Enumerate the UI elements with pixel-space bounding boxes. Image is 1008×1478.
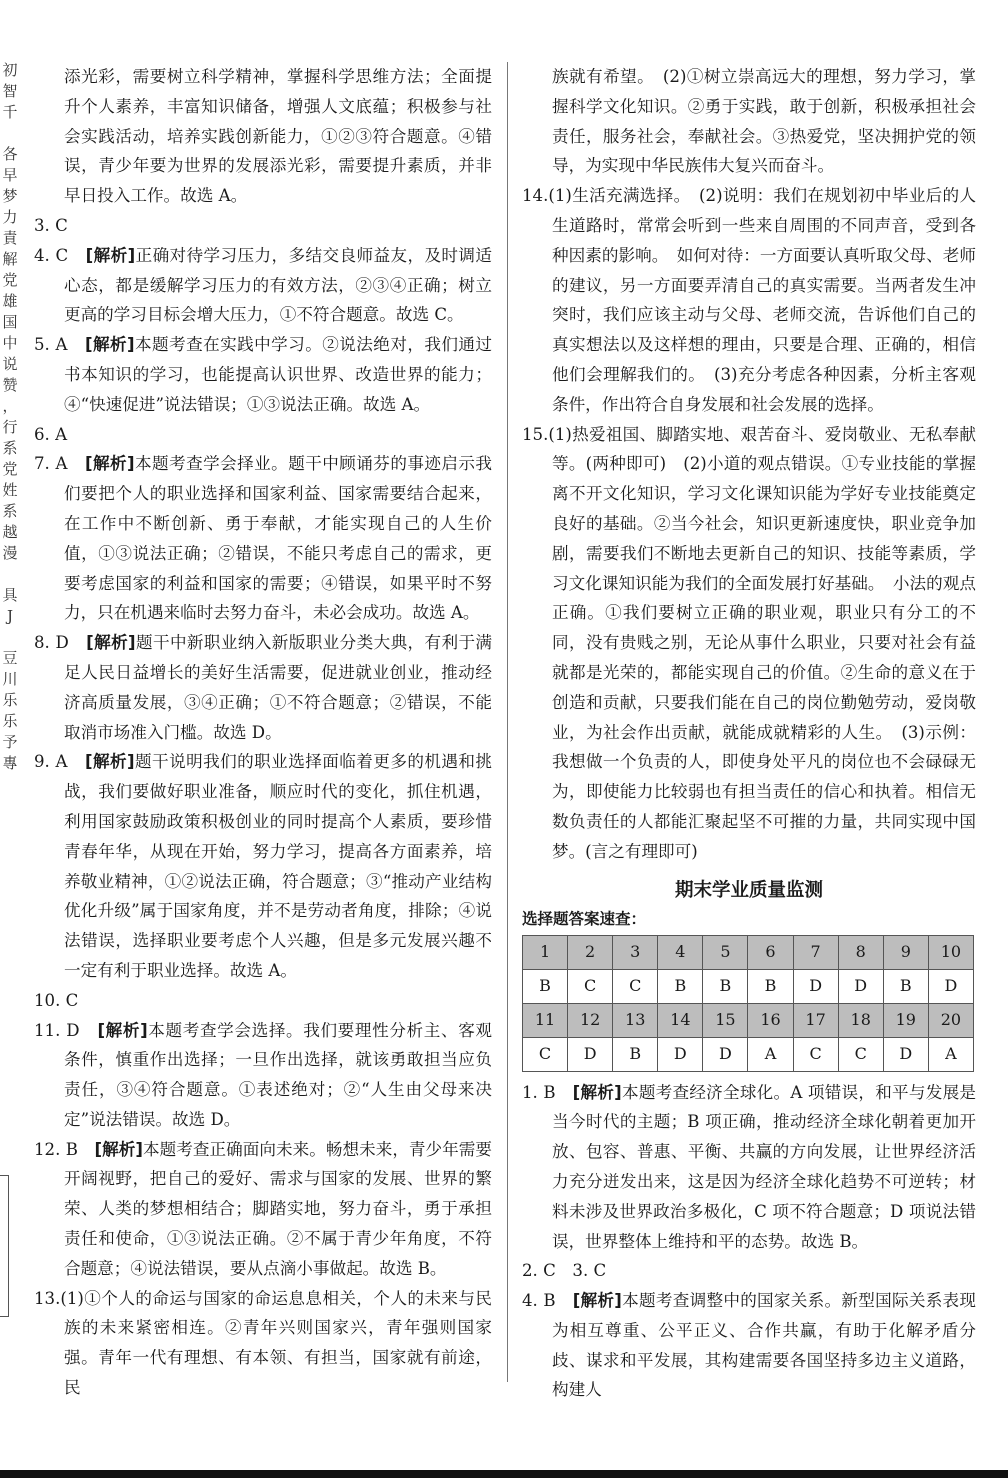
edge-char: 予 — [2, 733, 18, 751]
answer-number: 9. A — [34, 752, 68, 772]
table-cell: 6 — [748, 935, 793, 969]
bottom-edge-bar — [0, 1470, 1008, 1478]
answer-13 — [34, 1284, 492, 1403]
table-cell: B — [613, 1037, 658, 1071]
table-cell: 14 — [658, 1003, 703, 1037]
analysis-tag: [解析] — [97, 1020, 148, 1040]
table-cell: C — [523, 1037, 568, 1071]
answer-text: (1)生活充满选择。 (2)说明：我们在规划初中毕业后的人生道路时，常常会听到一些来自周围的不同声音，受到各种因素的影响。 如何对待：一方面要认真听取父母、老师的建议，另一方面要弄清自己的真实需要。当两者发生冲突时，我们应该主动与父母、老师交流，告诉他们自己的真实想法以及这样想的理由，只要是合理、正确的，相信他们会理解我们的。 (3)充分考虑各种因素，分析主客观条件，作出符合自身发展和社会发展的选择。 — [548, 186, 976, 414]
answer-3: 3. C — [34, 215, 68, 235]
edge-char: 責 — [2, 229, 18, 247]
analysis-tag: [解析] — [84, 752, 135, 772]
answer-number: 14. — [522, 186, 549, 206]
edge-char: 赞 — [2, 376, 18, 394]
edge-char: 具 — [2, 586, 18, 604]
table-cell: C — [568, 969, 613, 1003]
table-row — [523, 969, 974, 1003]
answer-15 — [522, 420, 976, 867]
answer-6: 6. A — [34, 424, 68, 444]
edge-char: 豆 — [2, 649, 18, 667]
answer-10: 10. C — [34, 990, 79, 1010]
edge-char: 早 — [2, 166, 18, 184]
table-cell: 10 — [928, 935, 973, 969]
column-divider — [507, 62, 508, 1382]
table-cell: 9 — [883, 935, 928, 969]
edge-char: 姓 — [2, 481, 18, 499]
table-cell: D — [883, 1037, 928, 1071]
table-cell: D — [703, 1037, 748, 1071]
answer-2-continued: 添光彩，需要树立科学精神，掌握科学思维方法；全面提升个人素养，丰富知识储备，增强人文底蕴；积极参与社会实践活动，培养实践创新能力，①②③符合题意。④错误，青少年要为世界的发展添光彩，需要提升素质，并非早日投入工作。故选 A。 — [64, 67, 492, 206]
answer-text: 本题考查调整中的国家关系。新型国际关系表现为相互尊重、公平正义、合作共赢，有助于化解矛盾分歧、谋求和平发展，其构建需要各国坚持多边主义道路，构建人 — [552, 1291, 977, 1400]
edge-char: 解 — [2, 250, 18, 268]
answer-8 — [34, 628, 492, 747]
table-cell: 18 — [838, 1003, 883, 1037]
edge-char — [0, 123, 20, 144]
edge-char: 漫 — [2, 544, 18, 562]
left-column — [34, 62, 492, 1403]
answer-number: 12. B — [34, 1139, 78, 1159]
table-cell: D — [838, 969, 883, 1003]
table-cell: C — [838, 1037, 883, 1071]
answer-table — [522, 935, 974, 1072]
table-cell: B — [523, 969, 568, 1003]
table-cell: C — [793, 1037, 838, 1071]
answer-number: 4. B — [522, 1291, 556, 1311]
exam-answer-4 — [522, 1286, 976, 1405]
edge-char: 越 — [2, 523, 18, 541]
answer-12 — [34, 1135, 492, 1284]
table-cell: 19 — [883, 1003, 928, 1037]
table-cell: C — [613, 969, 658, 1003]
edge-char: 梦 — [2, 187, 18, 205]
answer-number: 8. D — [34, 633, 69, 653]
section-title: 期末学业质量监测 — [674, 879, 823, 901]
answer-number: 7. A — [34, 454, 68, 474]
answer-14 — [522, 181, 976, 419]
analysis-tag: [解析] — [84, 454, 135, 474]
table-cell: D — [568, 1037, 613, 1071]
table-cell: B — [883, 969, 928, 1003]
answer-text: 正确对待学习压力，多结交良师益友，及时调适心态，都是缓解学习压力的有效方法，②③④正确；树立更高的学习目标会增大压力，①不符合题意。故选 C。 — [64, 245, 493, 325]
edge-char: 各 — [2, 145, 18, 163]
analysis-tag: [解析] — [86, 633, 136, 653]
answer-text: (1)①个人的命运与国家的命运息息相关，个人的未来与民族的未来紧密相连。②青年兴则国家兴，青年强则国家强。青年一代有理想、有本领、有担当，国家就有前途，民 — [60, 1288, 492, 1398]
binding-edge-frame — [0, 1175, 9, 1317]
table-row — [523, 935, 974, 969]
analysis-tag: [解析] — [572, 1291, 622, 1311]
table-cell: D — [793, 969, 838, 1003]
right-column — [522, 62, 976, 1405]
answer-text: 题干说明我们的职业选择面临着更多的机遇和挑战，我们要做好职业准备，顺应时代的变化，抓住机遇，利用国家鼓励政策积极创业的同时提高个人素质，要珍惜青春年华，从现在开始，努力学习，提高各方面素养，培养敬业精神，①②说法正确，符合题意；③“推动产业结构优化升级”属于国家角度，并不是劳动者角度，排除；④说法错误，选择职业要考虑个人兴趣，但是多元发展兴趣不一定有利于职业选择。故选 A。 — [64, 752, 493, 980]
table-cell: 8 — [838, 935, 883, 969]
edge-char: 系 — [2, 439, 18, 457]
table-cell: 5 — [703, 935, 748, 969]
answer-7 — [34, 449, 492, 628]
edge-char: 千 — [2, 103, 18, 121]
edge-char: 系 — [2, 502, 18, 520]
edge-char — [0, 564, 20, 585]
answer-5 — [34, 330, 492, 419]
analysis-tag: [解析] — [84, 335, 135, 355]
edge-char: 初 — [2, 61, 18, 79]
table-cell: B — [658, 969, 703, 1003]
answer-text: (1)热爱祖国、脚踏实地、艰苦奋斗、爱岗敬业、无私奉献等。(两种即可) (2)小道的观点错误。①专业技能的掌握离不开文化知识，学习文化课知识能为学好专业技能奠定良好的基础。②当今社会，知识更新速度快，职业竞争加剧，需要我们不断地去更新自己的知识、技能等素质，学习文化课知识能为我们的全面发展打好基础。 小法的观点正确。①我们要树立正确的职业观，职业只有分工的不同，没有贵贱之别，无论从事什么职业，只要对社会有益就都是光荣的，都能实现自己的价值。②生命的意义在于创造和贡献，只要我们能在自己的岗位勤勉劳动，爱岗敬业，为社会作出贡献，就能成就精彩的人生。 (3)示例：我想做一个负责的人，即使身处平凡的岗位也不会碌碌无为，即使能力比较弱也有担当责任的信心和执着。相信无数负责任的人都能汇聚起坚不可摧的力量，共同实现中国梦。(言之有理即可) — [548, 424, 976, 861]
table-cell: 2 — [568, 935, 613, 969]
answer-13-continued: 族就有希望。 (2)①树立崇高远大的理想，努力学习，掌握科学文化知识。②勇于实践，敢于创新，积极承担社会责任，服务社会，奉献社会。③热爱党，坚决拥护党的领导，为实现中华民族伟大复兴而奋斗。 — [552, 67, 976, 176]
table-cell: 15 — [703, 1003, 748, 1037]
edge-char: 專 — [2, 754, 18, 772]
analysis-tag: [解析] — [572, 1082, 622, 1102]
table-cell: D — [658, 1037, 703, 1071]
answer-text: 本题考查学会选择。我们要理性分析主、客观条件，慎重作出选择；一旦作出选择，就该勇敢担当应负责任，③④符合题意。①表述绝对；②“人生由父母来决定”说法错误。故选 D。 — [64, 1020, 493, 1129]
answer-number: 5. A — [34, 335, 68, 355]
table-row — [523, 1037, 974, 1071]
table-cell: 17 — [793, 1003, 838, 1037]
answer-text: 本题考查正确面向未来。畅想未来，青少年需要开阔视野，把自己的爱好、需求与国家的发展、世界的繁荣、人类的梦想相结合；脚踏实地，努力奋斗，勇于承担责任和使命，①③说法正确。②不属于青少年角度，不符合题意；④说法错误，要从点滴小事做起。故选 B。 — [64, 1139, 493, 1278]
quick-answer-label: 选择题答案速查： — [522, 909, 647, 928]
answer-number: 1. B — [522, 1082, 556, 1102]
edge-char: 党 — [2, 271, 18, 289]
edge-char: 党 — [2, 460, 18, 478]
analysis-tag: [解析] — [85, 245, 136, 265]
answer-text: 本题考查学会择业。题干中顾诵芬的事迹启示我们要把个人的职业选择和国家利益、国家需要结合起来，在工作中不断创新、勇于奉献，才能实现自己的人生价值，①③说法正确；②错误，不能只考虑自己的需求，更要考虑国家的利益和国家的需要；④错误，如果平时不努力，只在机遇来临时去努力奋斗，未必会成功。故选 A。 — [64, 454, 493, 623]
exam-answer-1 — [522, 1078, 976, 1257]
answer-9 — [34, 747, 492, 985]
answer-text: 本题考查经济全球化。A 项错误，和平与发展是当今时代的主题；B 项正确，推动经济全球化朝着更加开放、包容、普惠、平衡、共赢的方向发展，让世界经济活力充分迸发出来，这是因为经济全球化趋势不可逆转；材料未涉及世界政治多极化，C 项不符合题意；D 项说法错误，世界整体上维持和平的态势。故选 B。 — [552, 1082, 976, 1251]
answer-number: 4. C — [34, 245, 69, 265]
table-cell: A — [748, 1037, 793, 1071]
edge-char: 说 — [2, 355, 18, 373]
edge-char: J — [6, 607, 13, 625]
table-cell: 3 — [613, 935, 658, 969]
edge-char: ， — [2, 397, 18, 415]
answer-text: 本题考查在实践中学习。②说法绝对，我们通过书本知识的学习，也能提高认识世界、改造世界的能力；④“快速促进”说法错误；①③说法正确。故选 A。 — [64, 335, 493, 414]
edge-char: 乐 — [2, 691, 18, 709]
table-cell: 20 — [928, 1003, 973, 1037]
answer-4 — [34, 241, 492, 330]
analysis-tag: [解析] — [94, 1139, 143, 1159]
table-cell: 4 — [658, 935, 703, 969]
answer-text: 题干中新职业纳入新版职业分类大典，有利于满足人民日益增长的美好生活需要，促进就业创业，推动经济高质量发展，③④正确；①不符合题意；②错误，不能取消市场准入门槛。故选 D。 — [64, 633, 493, 742]
table-cell: D — [928, 969, 973, 1003]
table-row — [523, 1003, 974, 1037]
edge-char: 川 — [2, 670, 18, 688]
table-cell: 1 — [523, 935, 568, 969]
edge-char — [0, 627, 20, 648]
table-cell: 7 — [793, 935, 838, 969]
edge-char: 乐 — [2, 712, 18, 730]
binding-edge-text — [0, 60, 20, 774]
edge-char: 智 — [2, 82, 18, 100]
table-cell: 13 — [613, 1003, 658, 1037]
answer-11 — [34, 1016, 492, 1135]
edge-char: 国 — [2, 313, 18, 331]
exam-answer-2-3: 2. C 3. C — [522, 1261, 607, 1281]
table-cell: 12 — [568, 1003, 613, 1037]
edge-char: 力 — [2, 208, 18, 226]
table-cell: B — [703, 969, 748, 1003]
table-cell: 16 — [748, 1003, 793, 1037]
edge-char: 中 — [2, 334, 18, 352]
edge-char: 雄 — [2, 292, 18, 310]
answer-number: 11. D — [34, 1020, 80, 1040]
table-cell: B — [748, 969, 793, 1003]
answer-number: 13. — [34, 1288, 61, 1308]
answer-number: 15. — [522, 424, 549, 444]
table-cell: 11 — [523, 1003, 568, 1037]
table-cell: A — [928, 1037, 973, 1071]
edge-char: 行 — [2, 418, 18, 436]
